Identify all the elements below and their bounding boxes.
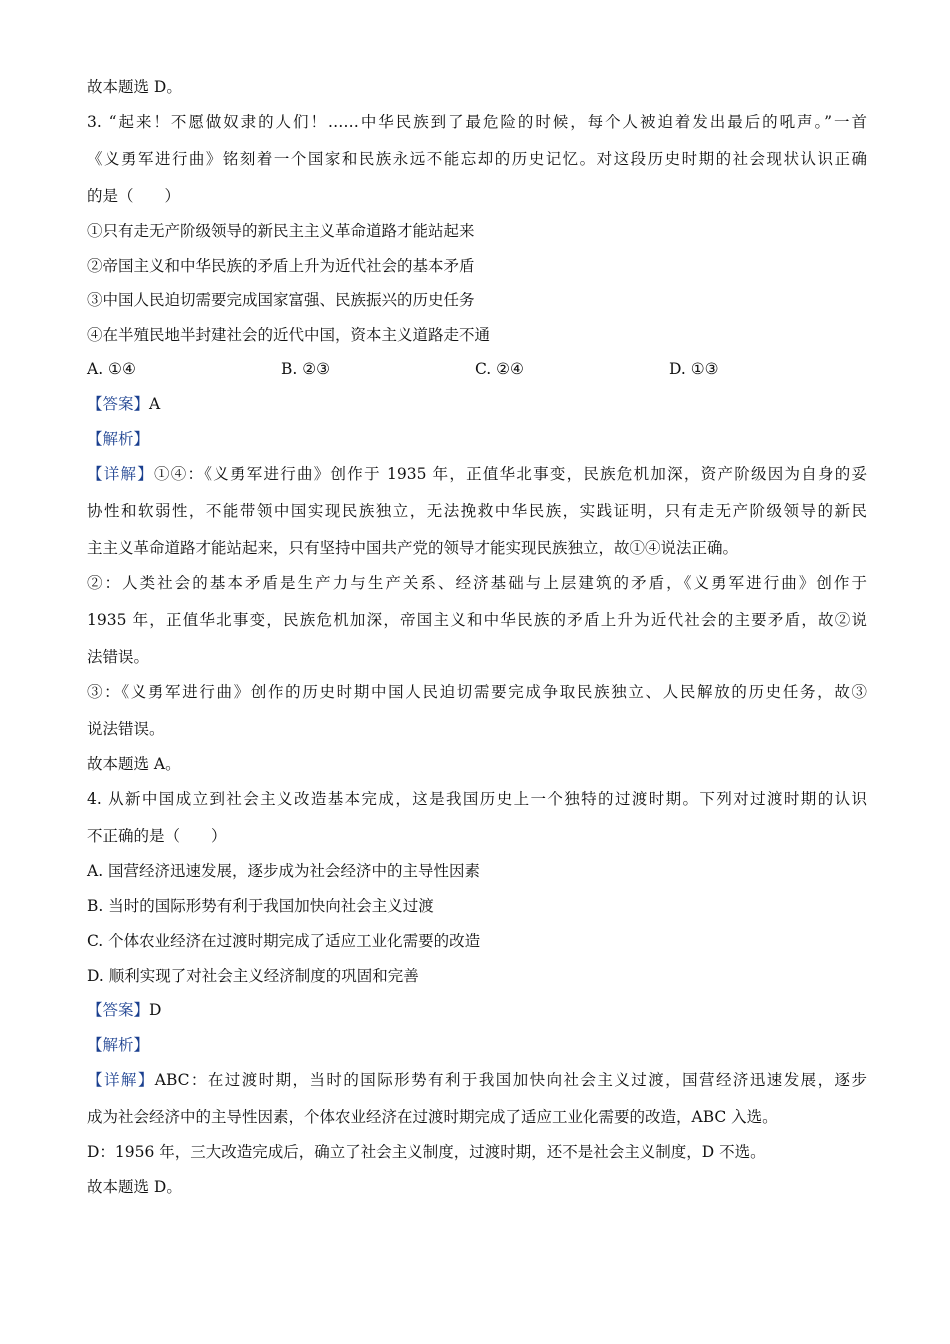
prev-conclusion: 故本题选 D。	[87, 78, 182, 96]
detail-tag: 【详解】	[87, 1071, 155, 1089]
q3-option-d: D. ①③	[669, 360, 719, 378]
q4-detail-line-2: 成为社会经济中的主导性因素，个体农业经济在过渡时期完成了适应工业化需要的改造，ABC 入选。	[87, 1108, 778, 1126]
answer-value: D	[149, 1001, 162, 1019]
q3-statement-1: ①只有走无产阶级领导的新民主主义革命道路才能站起来	[87, 222, 475, 240]
q3-stem-line-3: 的是（ ）	[87, 187, 181, 205]
answer-tag: 【答案】	[87, 1001, 150, 1019]
q3-detail-line-7: ③：《义勇军进行曲》创作的历史时期中国人民迫切需要完成争取民族独立、人民解放的历史任务，故③	[87, 683, 867, 701]
q3-option-c: C. ②④	[475, 360, 524, 378]
q3-answer	[87, 393, 867, 415]
q4-option-b: B. 当时的国际形势有利于我国加快向社会主义过渡	[87, 897, 434, 915]
detail-tag: 【详解】	[87, 465, 155, 483]
q3-statement-2: ②帝国主义和中华民族的矛盾上升为近代社会的基本矛盾	[87, 257, 475, 275]
analysis-tag: 【解析】	[87, 1036, 150, 1054]
q3-detail-line-2: 协性和软弱性，不能带领中国实现民族独立，无法挽救中华民族，实践证明，只有走无产阶级领导的新民	[87, 502, 867, 520]
q3-option-a: A. ①④	[87, 360, 136, 378]
q3-detail-line-8: 说法错误。	[87, 720, 165, 738]
q3-stem-line-1: 3. “起来！不愿做奴隶的人们！……中华民族到了最危险的时候，每个人被迫着发出最后的吼声。”一首	[87, 113, 867, 131]
q3-option-b: B. ②③	[281, 360, 331, 378]
q4-stem-line-2: 不正确的是（ ）	[87, 827, 227, 845]
q3-detail-line-5: 1935 年，正值华北事变，民族危机加深，帝国主义和中华民族的矛盾上升为近代社会的主要矛盾，故②说	[87, 611, 867, 629]
q4-answer	[87, 999, 867, 1021]
q4-stem-line-1: 4. 从新中国成立到社会主义改造基本完成，这是我国历史上一个独特的过渡时期。下列对过渡时期的认识	[87, 790, 867, 808]
q3-statement-4: ④在半殖民地半封建社会的近代中国，资本主义道路走不通	[87, 326, 491, 344]
detail-text: ①④：《义勇军进行曲》创作于 1935 年，正值华北事变，民族危机加深，资产阶级因为自身的妥	[154, 465, 867, 483]
q3-analysis-heading	[87, 428, 867, 450]
q4-analysis-heading	[87, 1034, 867, 1056]
q3-detail-line-1	[87, 463, 867, 485]
q3-statement-3: ③中国人民迫切需要完成国家富强、民族振兴的历史任务	[87, 291, 475, 309]
q3-detail-line-3: 主主义革命道路才能站起来，只有坚持中国共产党的领导才能实现民族独立，故①④说法正确。	[87, 539, 739, 557]
q4-conclusion: 故本题选 D。	[87, 1178, 182, 1196]
q4-detail-line-1	[87, 1069, 867, 1091]
q3-conclusion: 故本题选 A。	[87, 755, 181, 773]
answer-tag: 【答案】	[87, 395, 150, 413]
q4-option-c: C. 个体农业经济在过渡时期完成了适应工业化需要的改造	[87, 932, 481, 950]
q4-option-a: A. 国营经济迅速发展，逐步成为社会经济中的主导性因素	[87, 862, 481, 880]
q3-stem-line-2: 《义勇军进行曲》铭刻着一个国家和民族永远不能忘却的历史记忆。对这段历史时期的社会现状认识正确	[87, 150, 867, 168]
q4-option-d: D. 顺利实现了对社会主义经济制度的巩固和完善	[87, 967, 419, 985]
q3-detail-line-6: 法错误。	[87, 648, 150, 666]
q3-detail-line-4: ②：人类社会的基本矛盾是生产力与生产关系、经济基础与上层建筑的矛盾，《义勇军进行曲》创作于	[87, 574, 867, 592]
answer-value: A	[149, 395, 161, 413]
detail-text: ABC：在过渡时期，当时的国际形势有利于我国加快向社会主义过渡，国营经济迅速发展，逐步	[154, 1071, 867, 1089]
q4-detail-line-3: D：1956 年，三大改造完成后，确立了社会主义制度，过渡时期，还不是社会主义制度，D 不选。	[87, 1143, 766, 1161]
analysis-tag: 【解析】	[87, 430, 150, 448]
